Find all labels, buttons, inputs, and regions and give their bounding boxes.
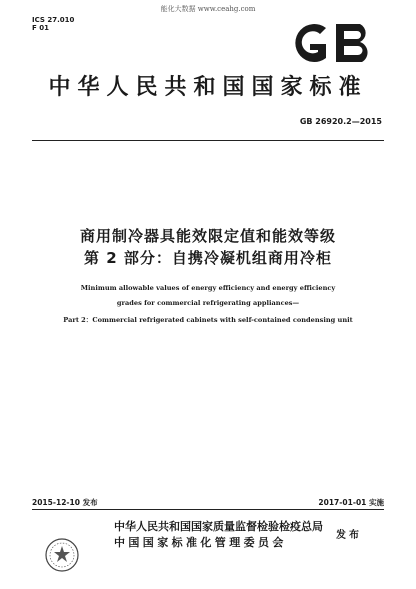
top-divider [32,140,384,141]
issuer-line1: 中华人民共和国国家质量监督检验检疫总局 [114,520,323,533]
implementation-date: 2017-01-01 实施 [318,498,384,507]
standard-number: GB 26920.2—2015 [299,117,382,126]
release-label: 发布 [336,530,362,541]
watermark-text: 能化大数据 www.ceahg.com [160,5,256,13]
title-en-line2: grades for commercial refrigerating appliances— [116,299,300,307]
bottom-divider [32,509,384,510]
title-en-line3: Part 2：Commercial refrigerated cabinets with self-contained condensing unit [63,316,353,324]
issuer-line2: 中国国家标准化管理委员会 [114,536,287,549]
classification-codes [32,16,74,32]
title-en-line1: Minimum allowable values of energy efficiency and energy efficiency [80,284,336,292]
issue-date: 2015-12-10 发布 [32,498,98,507]
ics-code: ICS 27.010 [32,16,75,24]
title-cn-line1: 商用制冷器具能效限定值和能效等级 [79,227,336,245]
official-seal-icon [44,537,80,573]
title-cn-line2: 第 2 部分：自携冷凝机组商用冷柜 [84,249,332,267]
ccs-code: F 01 [32,24,49,32]
standard-title: 中华人民共和国国家标准 [48,75,368,100]
gb-logo [286,20,382,66]
